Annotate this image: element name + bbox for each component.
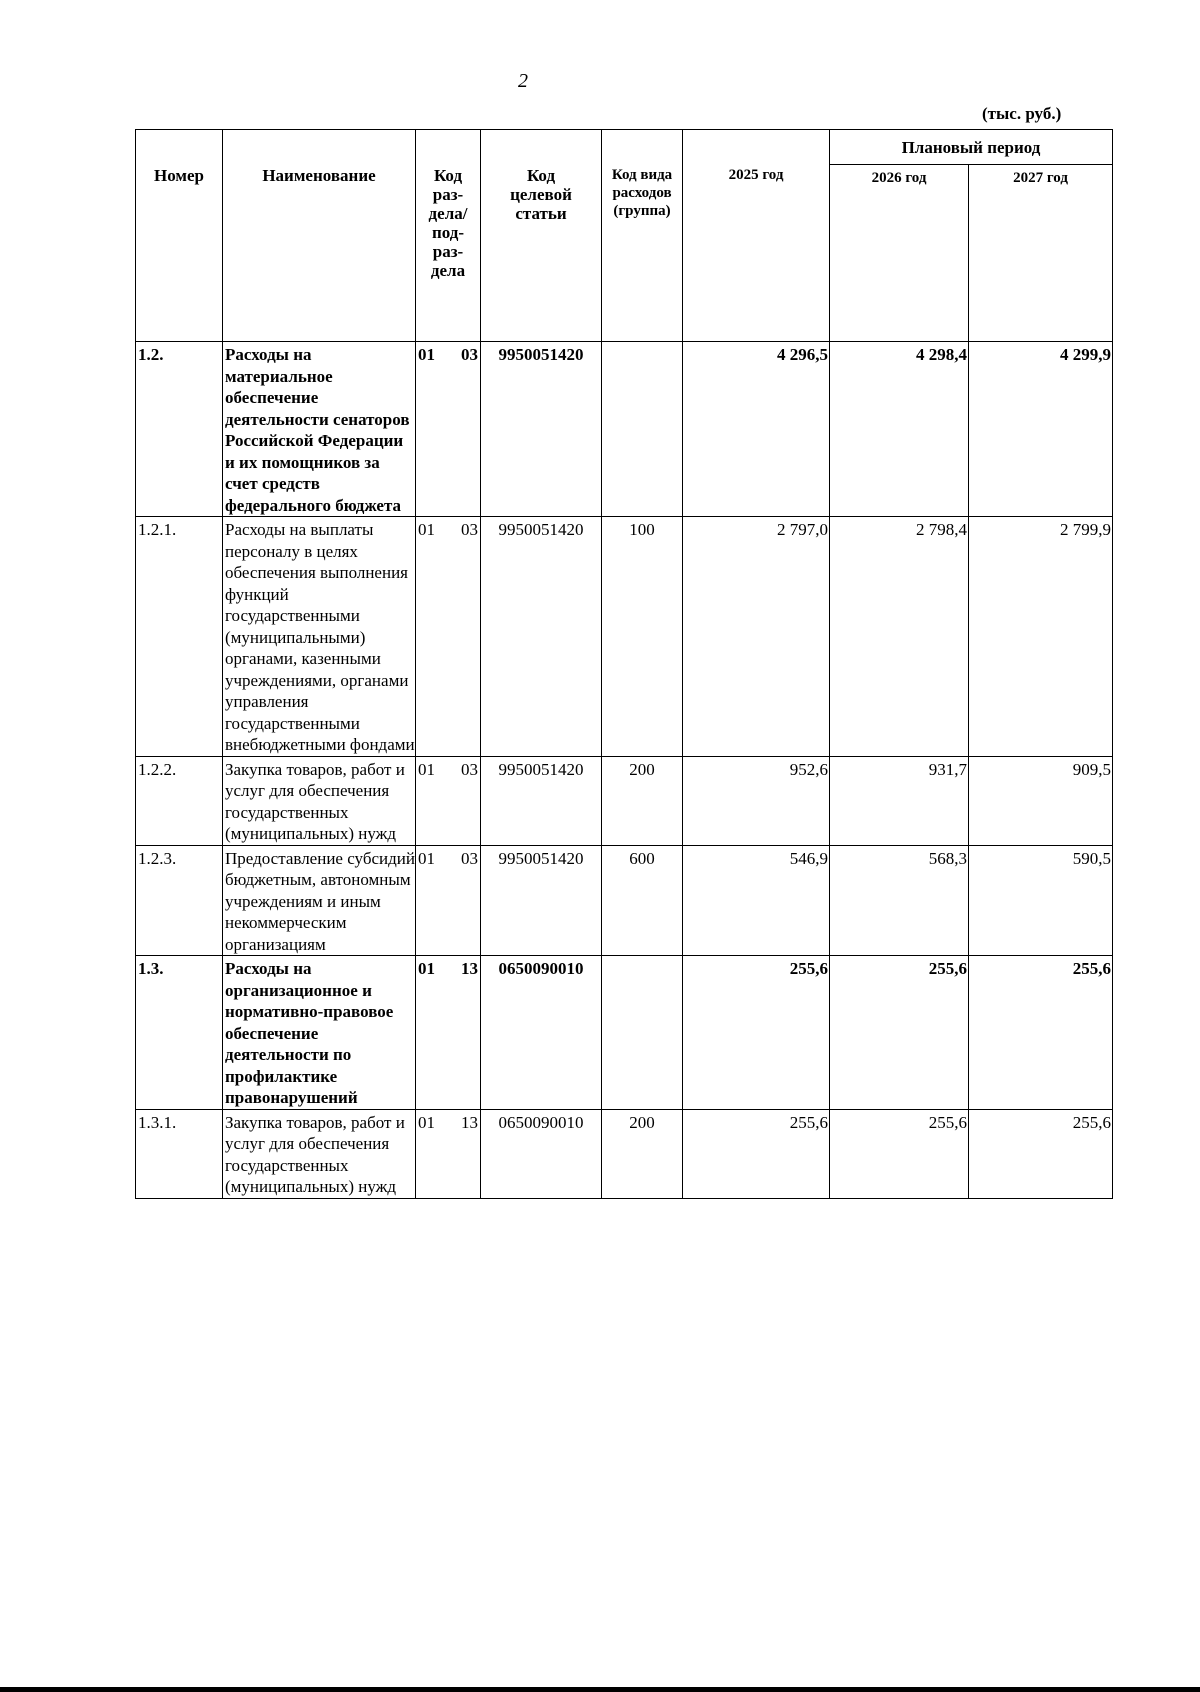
row-value-2027: 909,5 <box>969 756 1113 845</box>
row-section: 01 <box>418 345 435 364</box>
row-value-2027: 255,6 <box>969 956 1113 1110</box>
page-bottom-border <box>0 1687 1200 1692</box>
row-expense-type: 200 <box>602 1109 683 1198</box>
table-row <box>136 845 1113 956</box>
row-target-code: 9950051420 <box>481 342 602 517</box>
row-target-code: 0650090010 <box>481 1109 602 1198</box>
row-expense-type: 600 <box>602 845 683 956</box>
table-body <box>136 342 1113 1199</box>
row-expense-type: 100 <box>602 517 683 757</box>
row-subsection: 13 <box>461 959 478 978</box>
row-value-2025: 255,6 <box>683 1109 830 1198</box>
header-year-2025: 2025 год <box>683 130 830 342</box>
header-year-2027: 2027 год <box>969 165 1113 342</box>
row-section-code <box>416 342 481 517</box>
row-subsection: 03 <box>461 520 478 539</box>
header-row <box>136 130 1113 165</box>
row-name: Закупка товаров, работ и услуг для обеспечения государственных (муниципальных) нужд <box>223 1109 416 1198</box>
row-subsection: 03 <box>461 759 478 779</box>
row-number: 1.2. <box>136 342 223 517</box>
header-planning-period: Плановый период <box>830 130 1113 165</box>
table-row <box>136 1109 1113 1198</box>
row-number: 1.3.1. <box>136 1109 223 1198</box>
row-target-code: 0650090010 <box>481 956 602 1110</box>
units-label: (тыс. руб.) <box>982 104 1062 123</box>
row-section-code <box>416 517 481 757</box>
row-number: 1.3. <box>136 956 223 1110</box>
row-name: Расходы на материальное обеспечение деятельности сенаторов Российской Федерации и их помощников за счет средств федерального бюджета <box>223 342 416 517</box>
row-target-code: 9950051420 <box>481 756 602 845</box>
row-subsection: 13 <box>461 1112 478 1132</box>
header-number: Номер <box>136 130 223 342</box>
row-name: Предоставление субсидий бюджетным, автономным учреждениям и иным некоммерческим организациям <box>223 845 416 956</box>
header-target-code: Код целевой статьи <box>481 130 602 342</box>
row-value-2025: 2 797,0 <box>683 517 830 757</box>
row-value-2026: 931,7 <box>830 756 969 845</box>
row-subsection: 03 <box>461 345 478 364</box>
row-section-code <box>416 956 481 1110</box>
row-section-code <box>416 1109 481 1198</box>
row-value-2026: 568,3 <box>830 845 969 956</box>
row-section: 01 <box>418 959 435 978</box>
row-section: 01 <box>418 1112 435 1132</box>
page-number: 2 <box>518 70 528 92</box>
row-target-code: 9950051420 <box>481 845 602 956</box>
row-name: Расходы на выплаты персоналу в целях обеспечения выполнения функций государственными (муниципальными) органами, казенными учреждениями, органами управления государственными внебюджетными фондами <box>223 517 416 757</box>
row-value-2025: 255,6 <box>683 956 830 1110</box>
header-name: Наименование <box>223 130 416 342</box>
row-value-2025: 952,6 <box>683 756 830 845</box>
table-row <box>136 517 1113 757</box>
row-subsection: 03 <box>461 848 478 868</box>
budget-table <box>135 129 1113 1199</box>
row-section-code <box>416 756 481 845</box>
row-value-2025: 4 296,5 <box>683 342 830 517</box>
row-value-2026: 2 798,4 <box>830 517 969 757</box>
row-section-code <box>416 845 481 956</box>
row-value-2027: 590,5 <box>969 845 1113 956</box>
row-target-code: 9950051420 <box>481 517 602 757</box>
header-year-2026: 2026 год <box>830 165 969 342</box>
table-row <box>136 956 1113 1110</box>
row-value-2026: 255,6 <box>830 1109 969 1198</box>
row-name: Расходы на организационное и нормативно-правовое обеспечение деятельности по профилактике правонарушений <box>223 956 416 1110</box>
row-section: 01 <box>418 848 435 868</box>
row-expense-type <box>602 956 683 1110</box>
row-number: 1.2.2. <box>136 756 223 845</box>
row-section: 01 <box>418 520 435 539</box>
row-name: Закупка товаров, работ и услуг для обеспечения государственных (муниципальных) нужд <box>223 756 416 845</box>
row-expense-type: 200 <box>602 756 683 845</box>
table-row <box>136 342 1113 517</box>
row-value-2026: 4 298,4 <box>830 342 969 517</box>
row-value-2026: 255,6 <box>830 956 969 1110</box>
row-number: 1.2.1. <box>136 517 223 757</box>
table-row <box>136 756 1113 845</box>
row-section: 01 <box>418 759 435 779</box>
row-value-2027: 2 799,9 <box>969 517 1113 757</box>
header-expense-type: Код вида расходов (группа) <box>602 130 683 342</box>
row-value-2027: 4 299,9 <box>969 342 1113 517</box>
row-value-2027: 255,6 <box>969 1109 1113 1198</box>
row-value-2025: 546,9 <box>683 845 830 956</box>
row-number: 1.2.3. <box>136 845 223 956</box>
row-expense-type <box>602 342 683 517</box>
header-section-code: Код раз-дела/ под-раз-дела <box>416 130 481 342</box>
